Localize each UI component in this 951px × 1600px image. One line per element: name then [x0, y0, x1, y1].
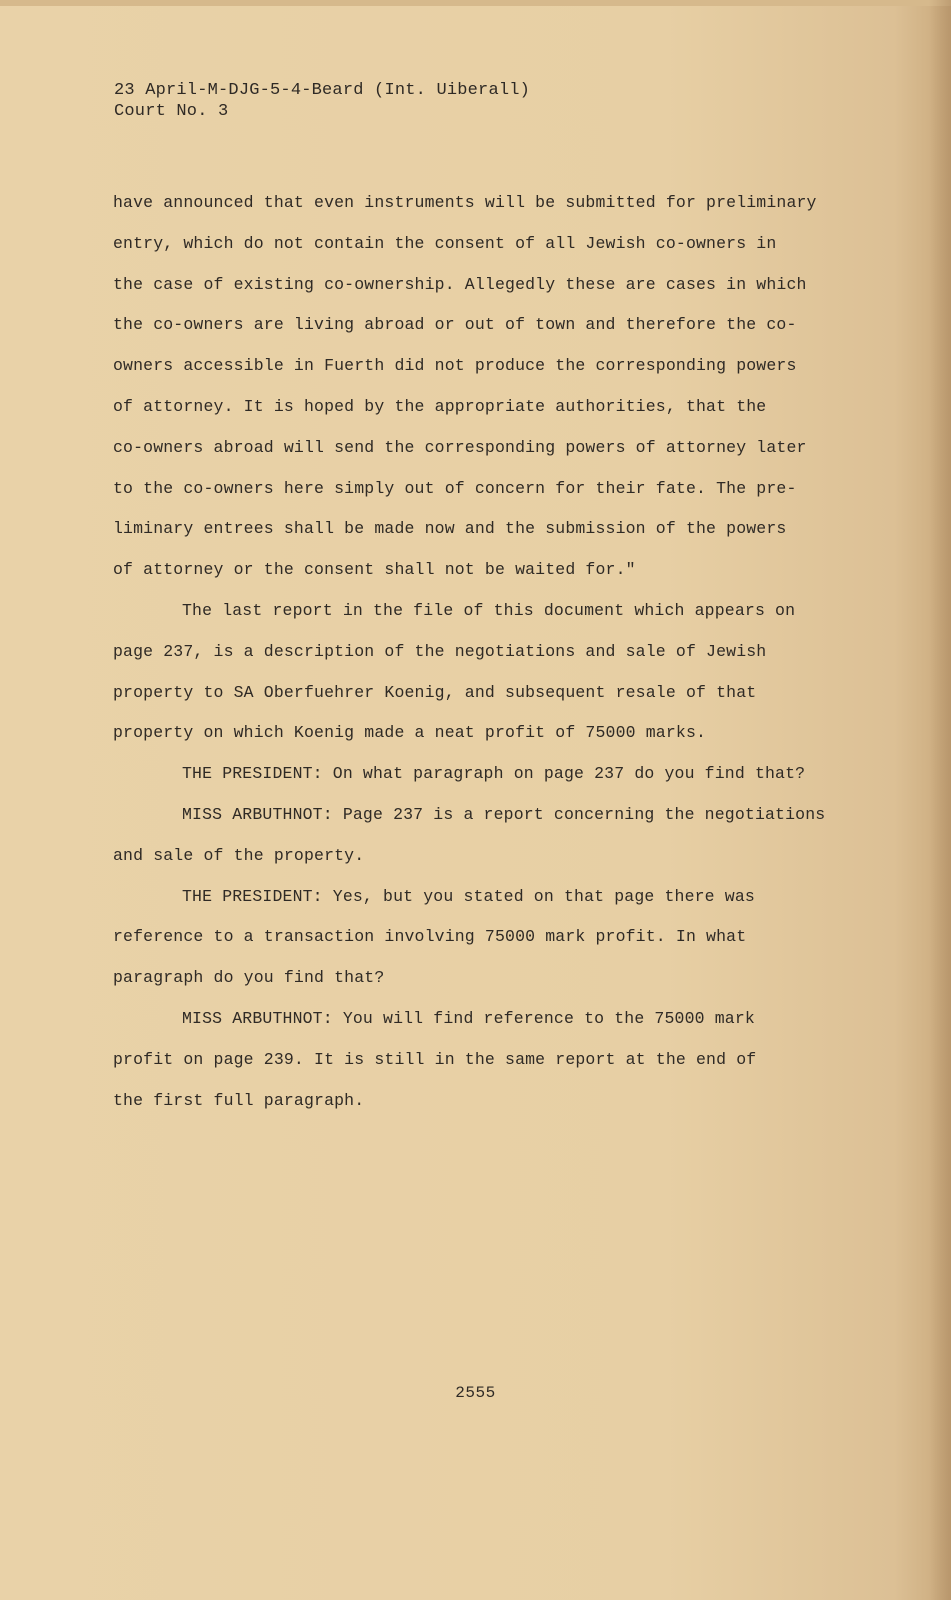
header-line-2: Court No. 3 [114, 102, 229, 121]
text-line: and sale of the property. [113, 845, 365, 865]
text-line: paragraph do you find that? [113, 968, 385, 988]
text-line: the co-owners are living abroad or out of town and therefore the co- [113, 315, 797, 335]
text-line: the first full paragraph. [113, 1090, 365, 1110]
text-line: reference to a transaction involving 75000 mark profit. In what [113, 927, 747, 947]
page-right-edge [929, 0, 951, 1600]
text-line: MISS ARBUTHNOT: You will find reference to the 75000 mark [182, 1008, 755, 1028]
text-line: of attorney or the consent shall not be waited for." [113, 560, 636, 580]
text-line: liminary entrees shall be made now and the submission of the powers [113, 519, 787, 539]
text-line: THE PRESIDENT: Yes, but you stated on that page there was [182, 886, 755, 906]
text-line: MISS ARBUTHNOT: Page 237 is a report concerning the negotiations [182, 804, 826, 824]
text-line: have announced that even instruments will be submitted for preliminary [113, 193, 817, 212]
text-line: THE PRESIDENT: On what paragraph on page 237 do you find that? [182, 764, 806, 784]
text-line: property on which Koenig made a neat profit of 75000 marks. [113, 723, 707, 743]
text-line: property to SA Oberfuehrer Koenig, and subsequent resale of that [113, 682, 757, 702]
text-line: co-owners abroad will send the corresponding powers of attorney later [113, 437, 807, 457]
document-header [114, 80, 530, 122]
page-top-edge [0, 0, 951, 6]
text-line: of attorney. It is hoped by the appropriate authorities, that the [113, 396, 767, 416]
text-line: profit on page 239. It is still in the same report at the end of [113, 1049, 757, 1069]
header-line-1: 23 April-M-DJG-5-4-Beard (Int. Uiberall) [114, 81, 531, 100]
text-line: entry, which do not contain the consent of all Jewish co-owners in [113, 233, 777, 253]
transcript-body [113, 183, 853, 1121]
text-line: to the co-owners here simply out of concern for their fate. The pre- [113, 478, 797, 498]
text-line: the case of existing co-ownership. Allegedly these are cases in which [113, 274, 807, 294]
page-number: 2555 [455, 1384, 496, 1402]
text-line: owners accessible in Fuerth did not produce the corresponding powers [113, 356, 797, 376]
text-line: The last report in the file of this document which appears on [182, 600, 796, 620]
text-line: page 237, is a description of the negotiations and sale of Jewish [113, 641, 767, 661]
